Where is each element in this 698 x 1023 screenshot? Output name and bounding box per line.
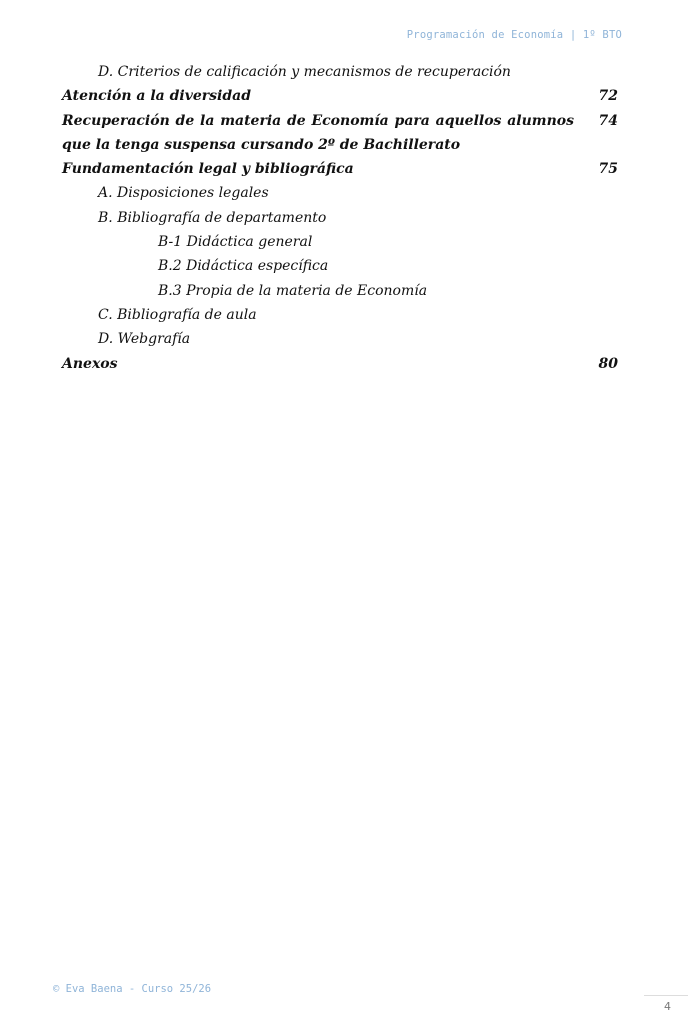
toc-entry[interactable] (62, 230, 618, 254)
toc-entry[interactable] (62, 279, 618, 303)
toc-entry[interactable] (62, 60, 618, 84)
toc-entry-title: B. Bibliografía de departamento (98, 209, 327, 226)
toc-entry-title: Fundamentación legal y bibliográfica (62, 161, 354, 178)
toc-entry-page: 72 (598, 88, 618, 105)
toc-entry-title: B-1 Didáctica general (158, 234, 313, 251)
toc-entry-page: 75 (598, 161, 618, 178)
toc-entry[interactable] (62, 84, 618, 108)
page-number: 4 (664, 1000, 671, 1013)
toc-entry-title: B.2 Didáctica específica (158, 258, 329, 275)
toc-entry-title: D. Webgrafía (98, 331, 191, 348)
toc-entry[interactable] (62, 327, 618, 351)
toc-entry[interactable] (62, 254, 618, 278)
toc-entry-title: D. Criterios de calificación y mecanismos de recuperación (98, 64, 511, 80)
toc-entry[interactable] (62, 206, 618, 230)
toc-entry[interactable] (62, 181, 618, 205)
toc-entry-title: B.3 Propia de la materia de Economía (158, 282, 428, 299)
page-number-rule (644, 995, 688, 996)
toc-entry[interactable] (62, 303, 618, 327)
toc-entry[interactable] (62, 352, 618, 376)
toc-entry-title: A. Disposiciones legales (98, 185, 269, 202)
running-header: Programación de Economía | 1º BTO (406, 29, 622, 41)
toc-entry-page: 74 (598, 112, 618, 129)
footer-copyright: © Eva Baena - Curso 25/26 (53, 983, 212, 995)
toc-entry[interactable] (62, 157, 618, 181)
table-of-contents (62, 60, 618, 376)
toc-entry-page: 80 (598, 355, 618, 372)
toc-entry[interactable] (62, 109, 618, 158)
toc-entry-title: C. Bibliografía de aula (98, 306, 257, 323)
toc-entry-title: Atención a la diversidad (62, 88, 251, 105)
toc-entry-title: Anexos (62, 355, 118, 372)
toc-entry-title: Recuperación de la materia de Economía para aquellos alumnos que la tenga suspensa cursando 2º de Bachillerato (62, 112, 574, 153)
